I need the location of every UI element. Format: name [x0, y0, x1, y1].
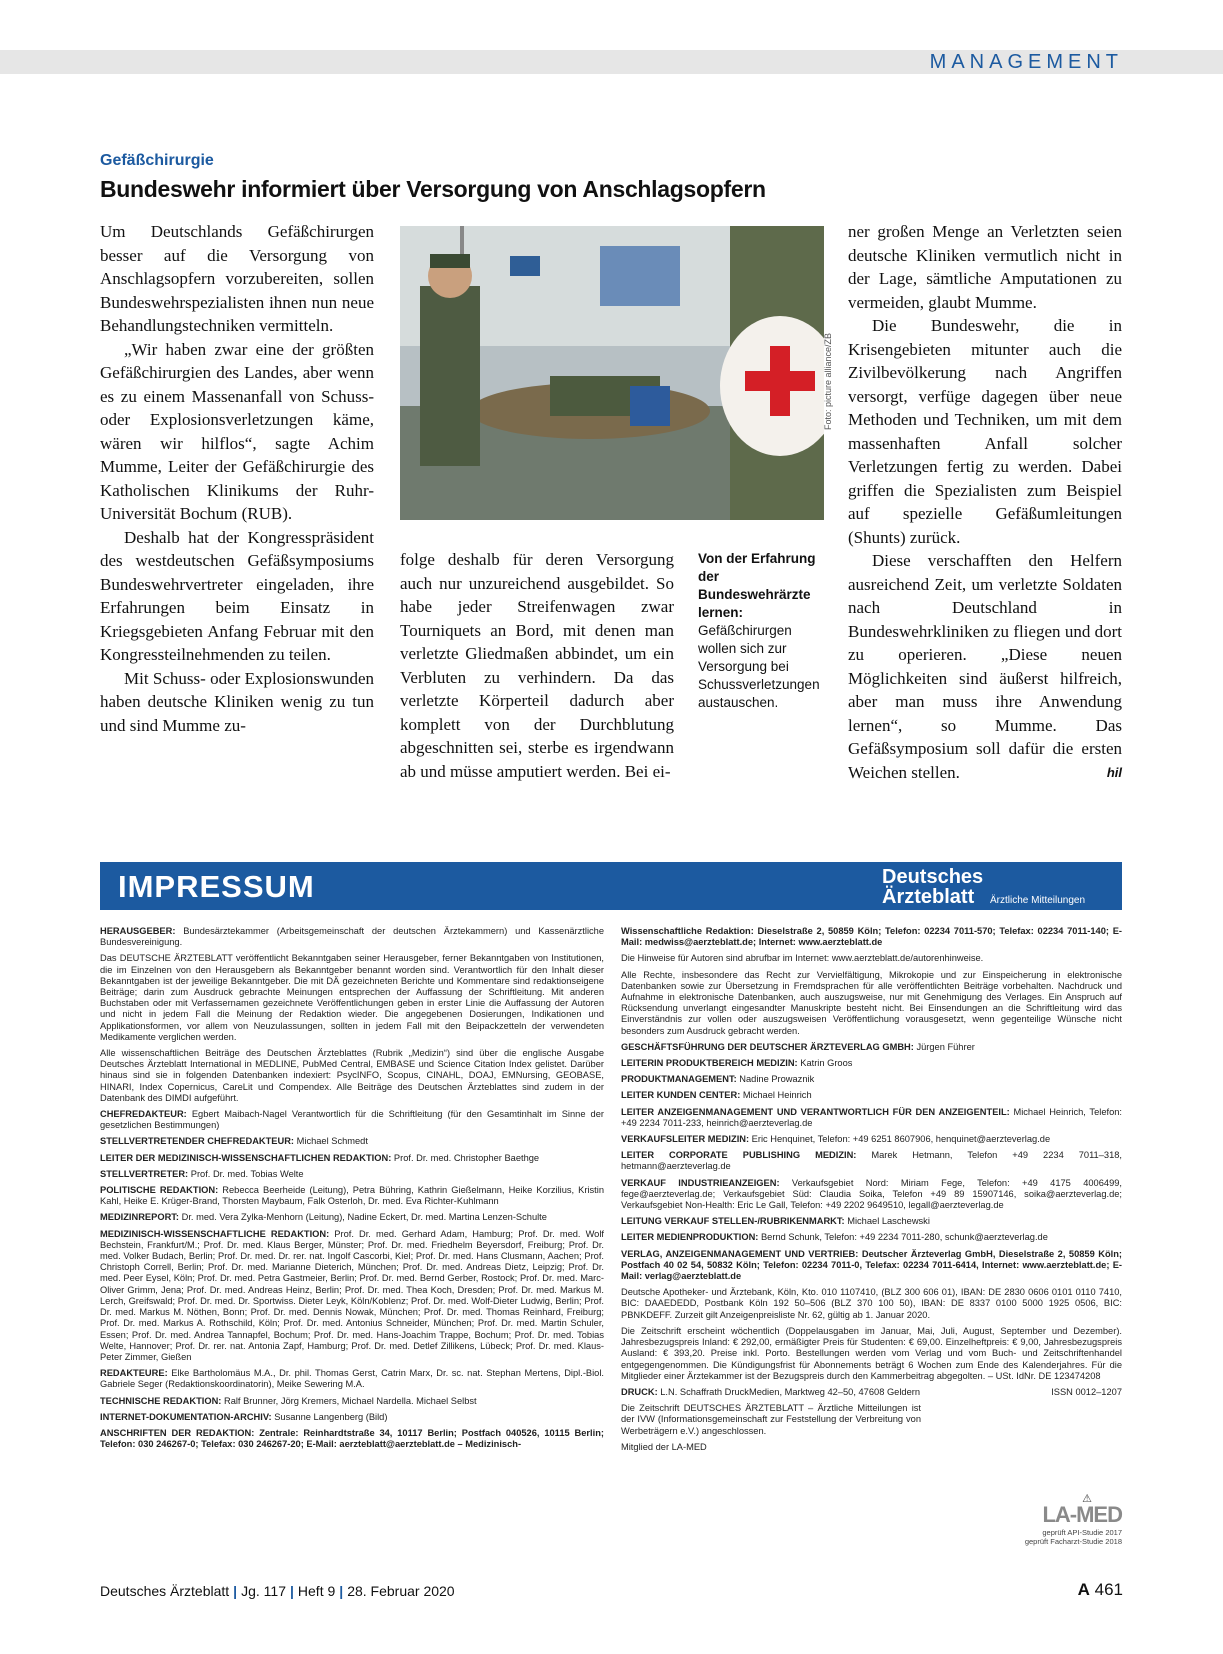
impressum-entry-label: ANSCHRIFTEN DER REDAKTION: Zentrale: Reinhardtstraße 34, 10117 Berlin; Postfach 040526, 10115 Berlin; Telefon: 030 246267-0; Telefax: 030 246267-20; E-Mail: aerzteblatt@aerzteblatt.de – Medizinisch- — [100, 1427, 604, 1450]
impressum-entry-label: VERKAUFSLEITER MEDIZIN: — [621, 1134, 750, 1145]
impressum-entry-text: Prof. Dr. med. Tobias Welte — [188, 1168, 304, 1179]
impressum-entry-label: LEITUNG VERKAUF STELLEN-/RUBRIKENMARKT: — [621, 1216, 845, 1227]
impressum-entry-text: Egbert Maibach-Nagel Verantwortlich für die Schriftleitung (für den Gesamtinhalt im Sinne der gesetzlichen Bestimmungen) — [100, 1109, 604, 1131]
paragraph: ner großen Menge an Verletzten seien deutsche Kliniken vermutlich nicht in der Lage, sämtliche Amputationen zu vermeiden, glaubt Mumme. — [848, 222, 1122, 312]
paragraph — [848, 549, 1122, 784]
impressum-entry — [100, 953, 604, 1043]
print-info — [621, 1387, 1122, 1398]
lamed-note-1: geprüft API-Studie 2017 — [1042, 1528, 1122, 1537]
impressum-entry-text: Deutsche Apotheker- und Ärztebank, Köln, Kto. 010 1107410, (BLZ 300 606 01), IBAN: DE 2830 0606 0101 0110 7410, BIC: DAAEDEDD, Postbank Köln 192 50–506 (BLZ 370 100 50), IBAN: DE 8337 0100 5000 1925 0506, BIC: PBNKDEFF. Zurzeit gilt Anzeigenpreisliste Nr. 62, gültig ab 1. Januar 2020. — [621, 1287, 1122, 1320]
impressum-entry-text: Das DEUTSCHE ÄRZTEBLATT veröffentlicht Bekanntgaben seiner Herausgeber, ferner Bekanntgaben von Institutionen, die im Einzelnen von den Herausgebern als Bekanntgeber benannt worden sind. Verantwortlich für den Inhalt dieser Bekanntgaben ist der jeweilige Bekanntgeber. Die mit DÄ gezeichneten Berichte und Kommentare sind redaktionseigene Beiträge; darin zum Ausdruck gebrachte Meinungen entsprechen der Auffassung der Schriftleitung. Mit anderen Buchstaben oder mit Verfassernamen gezeichnete Veröffentlichungen geben in erster Linie die Auffassung der Autoren und nicht in jedem Fall die Meinung der Redaktion wieder. Die angegebenen Dosierungen, Indikationen und Applikationsformen, vor allem von Neuzulassungen, sollten in jedem Fall mit den Beipackzetteln der verwendeten Medikamente verglichen werden. — [100, 953, 604, 1042]
issn: ISSN 0012–1207 — [1051, 1386, 1122, 1397]
impressum-title: IMPRESSUM — [118, 869, 315, 904]
impressum-entry — [621, 1178, 1122, 1212]
impressum-entry-label: LEITERIN PRODUKTBEREICH MEDIZIN: — [621, 1058, 798, 1069]
impressum-entry — [621, 1058, 1122, 1069]
impressum-entry-text: Die Zeitschrift erscheint wöchentlich (Doppelausgaben im Januar, Mai, Juli, August, September und Dezember). Jahresbezugspreis Inland: € 292,00, ermäßigter Preis für Studenten: € 69,00. Einzelheftpreis: € 9,00, Jahresbezugspreis Ausland: € 393,20. Preise inkl. Porto. Bestellungen werden vom Verlag und vom Buch- und Zeitschriftenhandel entgegengenommen. Die Kündigungsfrist für Abonnements beträgt 6 Wochen zum Ende des Kalenderjahres. Für die Mitglieder einer Ärztekammer ist der Bezugspreis durch den Kammerbeitrag abgegolten. – USt. IdNr. DE 123474208 — [621, 1325, 1122, 1381]
impressum-entry-text: Jürgen Führer — [913, 1041, 975, 1052]
impressum-entry-text: Michael Heinrich — [740, 1090, 812, 1101]
impressum-entry-label: LEITER CORPORATE PUBLISHING MEDIZIN: — [621, 1150, 857, 1161]
paragraph: Deshalb hat der Kongresspräsident des westdeutschen Gefäßsymposiums Bundeswehrvertreter eingeladen, ihre Erfahrungen beim Einsatz in Kriegsgebieten Anfang Februar mit den Kongressteilnehmenden zu teilen. — [100, 527, 374, 664]
impressum-entry-label: Wissenschaftliche Redaktion: Dieselstraße 2, 50859 Köln; Telefon: 02234 7011-570; Telefax: 02234 7011-140; E-Mail: medwiss@aerzteblatt.de; Internet: www.aerzteblatt.de — [621, 926, 1122, 948]
impressum-entry-label: HERAUSGEBER: — [100, 926, 176, 936]
article-title: Bundeswehr informiert über Versorgung von Anschlagsopfern — [100, 176, 766, 202]
impressum-entry — [100, 1212, 604, 1223]
lamed-logo — [1018, 1492, 1122, 1554]
impressum-entry-label: LEITER KUNDEN CENTER: — [621, 1090, 741, 1101]
paragraph: „Wir haben zwar eine der größten Gefäßchirurgien des Landes, aber wenn es zu einem Massenanfall von Schuss- oder Explosionsverletzungen käme, wären wir hilflos“, sagte Achim Mumme, Leiter der Gefäßchirurgie des Katholischen Klinikums der Ruhr-Universität Bochum (RUB). — [100, 339, 374, 523]
article-column-1 — [100, 220, 374, 737]
impressum-entry — [100, 1169, 604, 1180]
impressum-entry-text: Elke Bartholomäus M.A., Dr. phil. Thomas Gerst, Catrin Marx, Dr. sc. nat. Stephan Mertens, Dipl.-Biol. Gabriele Seger (Redaktionskoordinatorin), Meike Sewering M.A. — [100, 1368, 604, 1390]
publication-logo — [882, 865, 1122, 910]
impressum-left-column — [100, 926, 604, 1455]
section-label: MANAGEMENT — [929, 51, 1123, 73]
impressum-entry-label: LEITER ANZEIGENMANAGEMENT UND VERANTWORTLICH FÜR DEN ANZEIGENTEIL: — [621, 1106, 1010, 1117]
impressum-entry-label: STELLVERTRETENDER CHEFREDAKTEUR: — [100, 1136, 295, 1147]
impressum-entry — [621, 970, 1122, 1037]
article-photo — [400, 226, 824, 520]
print-text: L.N. Schaffrath DruckMedien, Marktweg 42–50, 47608 Geldern — [657, 1386, 921, 1397]
impressum-entry — [621, 1134, 1122, 1145]
impressum-entry-label: MEDIZINREPORT: — [100, 1212, 180, 1223]
impressum-entry — [621, 1074, 1122, 1085]
impressum-entry-text: Nadine Prowaznik — [736, 1074, 815, 1085]
impressum-entry-label: CHEFREDAKTEUR: — [100, 1109, 187, 1120]
impressum-entry — [100, 1185, 604, 1207]
impressum-entry-label: PRODUKTMANAGEMENT: — [621, 1074, 737, 1085]
page-prefix: A — [1077, 1580, 1090, 1599]
print-label: DRUCK: — [621, 1386, 658, 1397]
impressum-entry-text: Michael Heinrich, Telefon: +49 2234 7011-233, heinrich@aerzteverlag.de — [621, 1106, 1122, 1128]
impressum-entry — [621, 953, 1122, 964]
paragraph: Die Bundeswehr, die in Krisengebieten mitunter auch die Zivilbevölkerung nach Angriffen versorgt, verfüge dagegen über neue Methoden und Techniken, um mit dem massenhaften Anfall solcher Verletzungen fertig zu werden. Dabei griffen die Spezialisten zum Beispiel auf spezielle Gefäßumleitungen (Shunts) zurück. — [848, 316, 1122, 547]
impressum-entry — [621, 926, 1122, 948]
footer-issue: Heft 9 — [297, 1583, 336, 1599]
impressum-entry — [100, 926, 604, 948]
footer-volume: Jg. 117 — [241, 1583, 286, 1599]
logo-line-2: Ärzteblatt — [882, 886, 975, 908]
lamed-logo-text: LA-MED — [1042, 1502, 1122, 1527]
impressum-entry — [100, 1153, 604, 1164]
impressum-entry-label: TECHNISCHE REDAKTION: — [100, 1395, 222, 1406]
footer-separator: | — [339, 1583, 344, 1599]
paragraph: Um Deutschlands Gefäßchirurgen besser auf die Versorgung von Anschlagsopfern vorzubereiten, sollen Bundeswehrspezialisten ihnen nun neue Behandlungstechniken vermitteln. — [100, 222, 374, 335]
impressum-entry-text: Marek Hetmann, Telefon +49 2234 7011–318, hetmann@aerzteverlag.de — [621, 1150, 1122, 1172]
impressum-entry — [621, 1232, 1122, 1243]
impressum-entry-label: INTERNET-DOKUMENTATION-ARCHIV: — [100, 1411, 272, 1422]
impressum-entry-label: VERKAUF INDUSTRIEANZEIGEN: — [621, 1177, 780, 1188]
impressum-entry-text: Bundesärztekammer (Arbeitsgemeinschaft der deutschen Ärztekammern) und Kassenärztliche Bundesvereinigung. — [100, 926, 604, 948]
impressum-entry — [621, 1326, 1122, 1382]
impressum-entry — [100, 1229, 604, 1363]
photo-credit: Foto: picture alliance/ZB — [823, 332, 833, 430]
footer-publication: Deutsches Ärzteblatt — [100, 1583, 230, 1599]
caption-lead: Von der Erfahrung der Bundeswehrärzte lernen: — [698, 551, 816, 620]
impressum-entry-label: LEITER MEDIENPRODUKTION: — [621, 1232, 759, 1243]
logo-line-1: Deutsches — [882, 866, 984, 888]
footer-separator: | — [289, 1583, 294, 1599]
warning-triangle-icon: ⚠ — [1082, 1493, 1092, 1505]
ivw-note: Die Zeitschrift DEUTSCHES ÄRZTEBLATT – Ärztliche Mitteilungen ist der IVW (Informationsgemeinschaft zur Feststellung der Verbreitung von Werbeträgern e.V.) angeschlossen. — [621, 1403, 921, 1436]
impressum-entry-label: REDAKTEURE: — [100, 1368, 168, 1379]
lamed-note-2: geprüft Facharzt-Studie 2018 — [1024, 1537, 1122, 1546]
impressum-entry-label: VERLAG, ANZEIGENMANAGEMENT UND VERTRIEB: Deutscher Ärzteverlag GmbH, Dieselstraße 2, 50859 Köln; Postfach 40 02 54, 50832 Köln; Telefon: 02234 7011-0, Telefax: 02234 7011-6414, Internet: www.aerzteblatt.de; E-Mail: verlag@aerzteblatt.de — [621, 1248, 1122, 1282]
impressum-entry-text: Michael Laschewski — [844, 1216, 930, 1227]
lamed-member: Mitglied der LA-MED — [621, 1441, 707, 1452]
impressum-entry — [621, 1042, 1122, 1053]
impressum-entry-label: POLITISCHE REDAKTION: — [100, 1185, 219, 1196]
impressum-entry-text: Eric Henquinet, Telefon: +49 6251 8607906, henquinet@aerzteverlag.de — [749, 1134, 1051, 1145]
impressum-entry — [621, 1249, 1122, 1283]
impressum-entry — [621, 1287, 1122, 1321]
impressum-entry-text: Alle Rechte, insbesondere das Recht zur Vervielfältigung, Mikrokopie und zur Einspeicherung in elektronische Datenbanken sowie zur Übersetzung in Fremdsprachen für alle veröffentlichten Beiträge vorbehalten. Nachdruck und Aufnahme in elektronische Datenbanken, auch auszugsweise, nur mit Genehmigung des Verlages. Ein Anspruch auf Rücksendung unverlangt eingesandter Manuskripte besteht nicht. Bei Einsendungen an die Schriftleitung wird das Einverständnis zur vollen oder auszugsweisen Veröffentlichung vorausgesetzt, wenn gegenteilige Wünsche nicht besonders zum Ausdruck gebracht werden. — [621, 969, 1122, 1036]
paragraph: Mit Schuss- oder Explosionswunden haben deutsche Kliniken wenig zu tun und sind Mumme zu- — [100, 668, 374, 735]
paragraph: folge deshalb für deren Versorgung auch nur unzureichend ausgebildet. So habe jeder Streifenwagen zwar Tourniquets an Bord, mit denen man verletzte Gliedmaßen abbindet, um ein Verbluten zu verhindern. Da das verletzte Körperteil dadurch aber komplett von der Durchblutung abgeschnitten sei, sterbe es irgendwann ab und müsse amputiert werden. Bei ei- — [400, 550, 674, 781]
impressum-entry — [100, 1136, 604, 1147]
impressum-entry — [621, 1107, 1122, 1129]
impressum-entry — [621, 1216, 1122, 1227]
caption-text: Gefäßchirurgen wollen sich zur Versorgung bei Schussverletzungen austauschen. — [698, 623, 820, 710]
impressum-entry — [621, 1090, 1122, 1101]
impressum-entry — [100, 1428, 604, 1450]
impressum-entry-text: Katrin Groos — [797, 1058, 853, 1069]
impressum-entry — [100, 1109, 604, 1131]
impressum-entry-text: Susanne Langenberg (Bild) — [271, 1411, 388, 1422]
footer-date: 28. Februar 2020 — [347, 1583, 455, 1599]
page-number-value: 461 — [1094, 1580, 1123, 1599]
article-column-2 — [400, 548, 674, 783]
impressum-entry-label: GESCHÄFTSFÜHRUNG DER DEUTSCHER ÄRZTEVERLAG GMBH: — [621, 1041, 914, 1052]
impressum-entry-text: Rebecca Beerheide (Leitung), Petra Bühring, Kathrin Gießelmann, Heike Korzilius, Kristin Kahl, Heike E. Krüger-Brand, Thorsten Maybaum, Falk Osterloh, Dr. med. Eva Richter-Kuhlmann — [100, 1185, 604, 1207]
impressum-entry-text: Alle wissenschaftlichen Beiträge des Deutschen Ärzteblattes (Rubrik „Medizin“) sind über die englische Ausgabe Deutsches Ärzteblatt International in MEDLINE, PubMed Central, EMBASE und Science Citation Index gelistet. Darüber hinaus sind sie in folgenden Datenbanken indexiert: PsycINFO, Scopus, CINAHL, DOAJ, EMNursing, GEOBASE, HINARI, Index Copernicus, CareLit und Compendex. Alle Beiträge des Deutschen Ärzteblattes sind zudem in der Datenbank des DIMDI aufgeführt. — [100, 1048, 604, 1103]
impressum-entry-text: Michael Schmedt — [294, 1136, 368, 1147]
impressum-entry-text: Bernd Schunk, Telefon: +49 2234 7011-280, schunk@aerzteverlag.de — [758, 1232, 1048, 1243]
impressum-entry-label: MEDIZINISCH-WISSENSCHAFTLICHE REDAKTION: — [100, 1228, 330, 1239]
photo-illustration — [400, 226, 824, 520]
article-kicker: Gefäßchirurgie — [100, 152, 214, 169]
impressum-entry — [621, 1150, 1122, 1172]
footer-separator: | — [233, 1583, 238, 1599]
impressum-entry-text: Verkaufsgebiet Nord: Miriam Fege, Telefon: +49 4175 4006499, fege@aerzteverlag.de; Verkaufsgebiet Süd: Claudia Soika, Telefon +49 89 15907146, soika@aerzteverlag.de; Verkaufsgebiet Non-Health: Eric Le Gall, Telefon: +49 2202 9649510, legall@aerzteverlag.de — [621, 1177, 1122, 1211]
impressum-entry-text: Die Hinweise für Autoren sind abrufbar im Internet: www.aerzteblatt.de/autorenhinweise. — [621, 953, 984, 964]
article-column-3 — [848, 220, 1122, 784]
impressum-entry — [100, 1412, 604, 1423]
impressum-entry-text: Dr. med. Vera Zylka-Menhorn (Leitung), Nadine Eckert, Dr. med. Martina Lenzen-Schulte — [179, 1212, 547, 1223]
impressum-entry — [100, 1396, 604, 1407]
impressum-entry-label: LEITER DER MEDIZINISCH-WISSENSCHAFTLICHEN REDAKTION: — [100, 1152, 392, 1163]
impressum-entry-text: Prof. Dr. med. Christopher Baethge — [391, 1152, 540, 1163]
impressum-banner — [100, 862, 1122, 910]
photo-caption — [698, 550, 828, 712]
impressum-entry-text: Ralf Brunner, Jörg Kremers, Michael Nardella. Michael Selbst — [221, 1395, 477, 1406]
impressum-right-column — [621, 926, 1122, 1458]
impressum-entry-text: Prof. Dr. med. Gerhard Adam, Hamburg; Prof. Dr. med. Wolf Bechstein, Frankfurt/M.; Prof. Dr. med. Klaus Berger, Münster; Prof. Dr. med. Friedhelm Beyersdorf, Freiburg; Prof. Dr. med. Volker Budach, Berlin; Prof. Dr. med. Dr. rer. nat. Ingolf Cascorbi, Kiel; Prof. Dr. med. Hans Clusmann, Aachen; Prof. Christoph Correll, Berlin; Prof. Dr. med. Marianne Dieterich, München; Prof. Dr. med. Andreas Dietz, Leipzig; Prof. Dr. med. Peer Eysel, Köln; Prof. Dr. med. Petra Gastmeier, Berlin; Prof. Dr. med. Bernd Gerber, Rostock; Prof. Dr. med. Marc-Oliver Grimm, Jena; Prof. Dr. med. Andreas Heinz, Berlin; Prof. Dr. med. Thea Koch, Dresden; Prof. Dr. med. Markus M. Lerch, Greifswald; Prof. Dr. med. Dr. Sportwiss. Dieter Leyk, Köln/Koblenz; Prof. Dr. med. Wolf-Dieter Ludwig, Berlin; Prof. Dr. med. Markus M. Nöthen, Bonn; Prof. Dr. med. Dennis Nowak, München; Prof. Dr. med. Thomas Reinhard, Freiburg; Prof. Dr. med. Markus A. Rothschild, Köln; Prof. Dr. med. Antonius Schneider, München; Prof. Dr. med. Martin Schuler, Essen; Prof. Dr. med. Andrea Tannapfel, Bochum; Prof. Dr. med. Hans-Joachim Trappe, Bochum; Prof. Dr. med. Tobias Welte, Hannover; Prof. Dr. rer. nat. Antonia Zapf, Hamburg; Prof. Dr. med. Detlef Zillikens, Lübeck; Prof. Dr. med. Klaus-Peter Zimmer, Gießen — [100, 1228, 605, 1362]
author-signature: hil — [1106, 764, 1122, 780]
paragraph-text: Diese verschafften den Helfern ausreichend Zeit, um verletzte Soldaten nach Deutschland in Bundeswehrkliniken zu fliegen und dort zu operieren. „Diese neuen Möglichkeiten sind äußerst hilfreich, aber man muss ihre Anwendung lernen“, so Mumme. Das Gefäßsymposium soll dafür die ersten Weichen stellen. — [848, 551, 1122, 782]
page-footer — [100, 1583, 455, 1599]
impressum-entry — [100, 1048, 604, 1104]
impressum-entry — [100, 1368, 604, 1390]
page-number — [1078, 1580, 1123, 1600]
logo-subtitle: Ärztliche Mitteilungen — [990, 895, 1086, 906]
impressum-entry-label: STELLVERTRETER: — [100, 1168, 189, 1179]
